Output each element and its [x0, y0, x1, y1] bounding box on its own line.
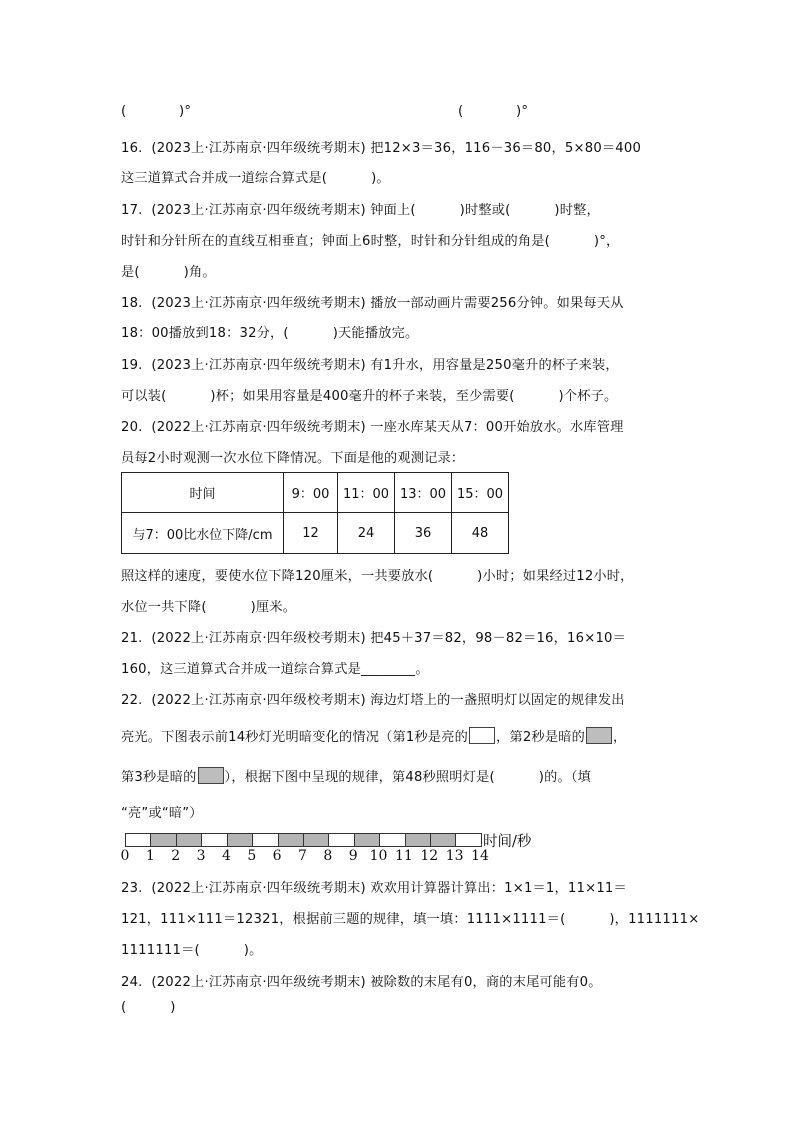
timeline-cell-6	[253, 834, 278, 846]
timeline-tick-label: 12	[420, 848, 439, 864]
table-cell: 36	[395, 513, 452, 554]
q23-line2: 121，111×111＝12321，根据前三题的规律，填一填：1111×1111＝( )，1111111×	[121, 912, 700, 927]
q20-line2: 员每2小时观测一次水位下降情况。下面是他的观测记录：	[121, 451, 465, 466]
timeline-cell-4	[202, 834, 227, 846]
q18-line1: 18. (2023上·江苏南京·四年级统考期末) 播放一部动画片需要256分钟。如果每天从	[121, 296, 624, 311]
q16-line1: 16. (2023上·江苏南京·四年级统考期末) 把12×3＝36，116－36＝80，5×80＝400	[121, 141, 642, 156]
observation-table	[121, 472, 509, 554]
q18-line2: 18：00播放到18：32分，( )天能播放完。	[121, 326, 419, 341]
q21-line1: 21. (2022上·江苏南京·四年级校考期末) 把45＋37＝82，98－82＝16，16×10＝	[121, 631, 627, 646]
timeline-tick-label: 8	[323, 848, 333, 864]
q22-line3: 第3秒是暗的 ），根据下图中呈现的规律，第48秒照明灯是( )的。（填	[121, 766, 591, 785]
timeline-cell-1	[126, 834, 151, 846]
timeline-tick-label: 7	[298, 848, 307, 864]
q17-line2: 时针和分针所在的直线互相垂直；钟面上6时整，时针和分针组成的角是( )°，	[121, 234, 620, 249]
light-timeline	[125, 833, 482, 847]
timeline-cell-7	[279, 834, 304, 846]
table-cell: 13：00	[395, 473, 452, 513]
light-square-icon	[469, 727, 495, 744]
q19-line1: 19. (2023上·江苏南京·四年级统考期末) 有1升水，用容量是250毫升的杯子来装，	[121, 358, 619, 373]
table-cell: 24	[338, 513, 395, 554]
q16-line2: 这三道算式合并成一道综合算式是( )。	[121, 171, 390, 186]
timeline-tick-label: 14	[471, 848, 489, 864]
timeline-tick-label: 6	[272, 848, 282, 864]
q17-line3: 是( )角。	[121, 265, 216, 280]
timeline-tick-label: 0	[120, 848, 130, 864]
timeline-tick-label: 11	[395, 848, 413, 864]
timeline-tick-label: 2	[171, 848, 181, 864]
table-cell: 48	[452, 513, 509, 554]
q22-line2: 亮光。下图表示前14秒灯光明暗变化的情况（第1秒是亮的 ，第2秒是暗的 ，	[121, 726, 626, 745]
timeline-cell-14	[456, 834, 480, 846]
timeline-cell-2	[151, 834, 176, 846]
timeline-axis-label: 时间/秒	[483, 834, 532, 850]
timeline-tick-label: 9	[348, 848, 358, 864]
q19-line2: 可以装( )杯；如果用容量是400毫升的杯子来装，至少需要( )个杯子。	[121, 389, 618, 404]
q22-line4: “亮”或“暗”）	[121, 806, 203, 821]
table-cell: 9：00	[284, 473, 338, 513]
prev-question-answer-left: ( )°	[121, 104, 192, 119]
timeline-cell-11	[380, 834, 405, 846]
timeline-cell-5	[228, 834, 253, 846]
q20-line4: 水位一共下降( )厘米。	[121, 600, 297, 615]
q20-line3: 照这样的速度，要使水位下降120厘米，一共要放水( )小时；如果经过12小时，	[121, 569, 634, 584]
q23-line1: 23. (2022上·江苏南京·四年级统考期末) 欢欢用计算器计算出：1×1＝1，11×11＝	[121, 881, 627, 896]
q21-line2: 160，这三道算式合并成一道综合算式是________。	[121, 662, 429, 677]
timeline-tick-label: 5	[247, 848, 257, 864]
timeline-cell-3	[177, 834, 202, 846]
q22-line1: 22. (2022上·江苏南京·四年级校考期末) 海边灯塔上的一盏照明灯以固定的规律发出	[121, 693, 625, 708]
timeline-cell-13	[431, 834, 456, 846]
q24-line2: ( )	[121, 1000, 176, 1015]
table-cell: 15：00	[452, 473, 509, 513]
timeline-tick-label: 13	[445, 848, 464, 864]
timeline-tick-label: 3	[196, 848, 206, 864]
timeline-cell-12	[406, 834, 431, 846]
q20-line1: 20. (2022上·江苏南京·四年级统考期末) 一座水库某天从7：00开始放水。水库管理	[121, 420, 624, 435]
prev-question-answer-right: ( )°	[458, 104, 529, 119]
timeline-cell-9	[329, 834, 354, 846]
timeline-cell-10	[355, 834, 380, 846]
table-header-time: 时间	[122, 473, 284, 513]
timeline-tick-label: 4	[221, 848, 231, 864]
table-cell: 11：00	[338, 473, 395, 513]
q23-line3: 1111111＝( )。	[121, 943, 263, 958]
dark-square-icon	[198, 767, 224, 784]
timeline-tick-label: 10	[369, 848, 388, 864]
dark-square-icon	[586, 727, 612, 744]
q17-line1: 17. (2023上·江苏南京·四年级统考期末) 钟面上( )时整或( )时整，	[121, 203, 600, 218]
table-row	[122, 513, 509, 554]
timeline-tick-label: 1	[145, 848, 155, 864]
timeline-cell-8	[304, 834, 329, 846]
table-cell: 12	[284, 513, 338, 554]
q24-line1: 24. (2022上·江苏南京·四年级统考期末) 被除数的末尾有0，商的末尾可能有0。	[121, 975, 602, 990]
table-header-drop: 与7：00比水位下降/cm	[122, 513, 284, 554]
table-row	[122, 473, 509, 513]
